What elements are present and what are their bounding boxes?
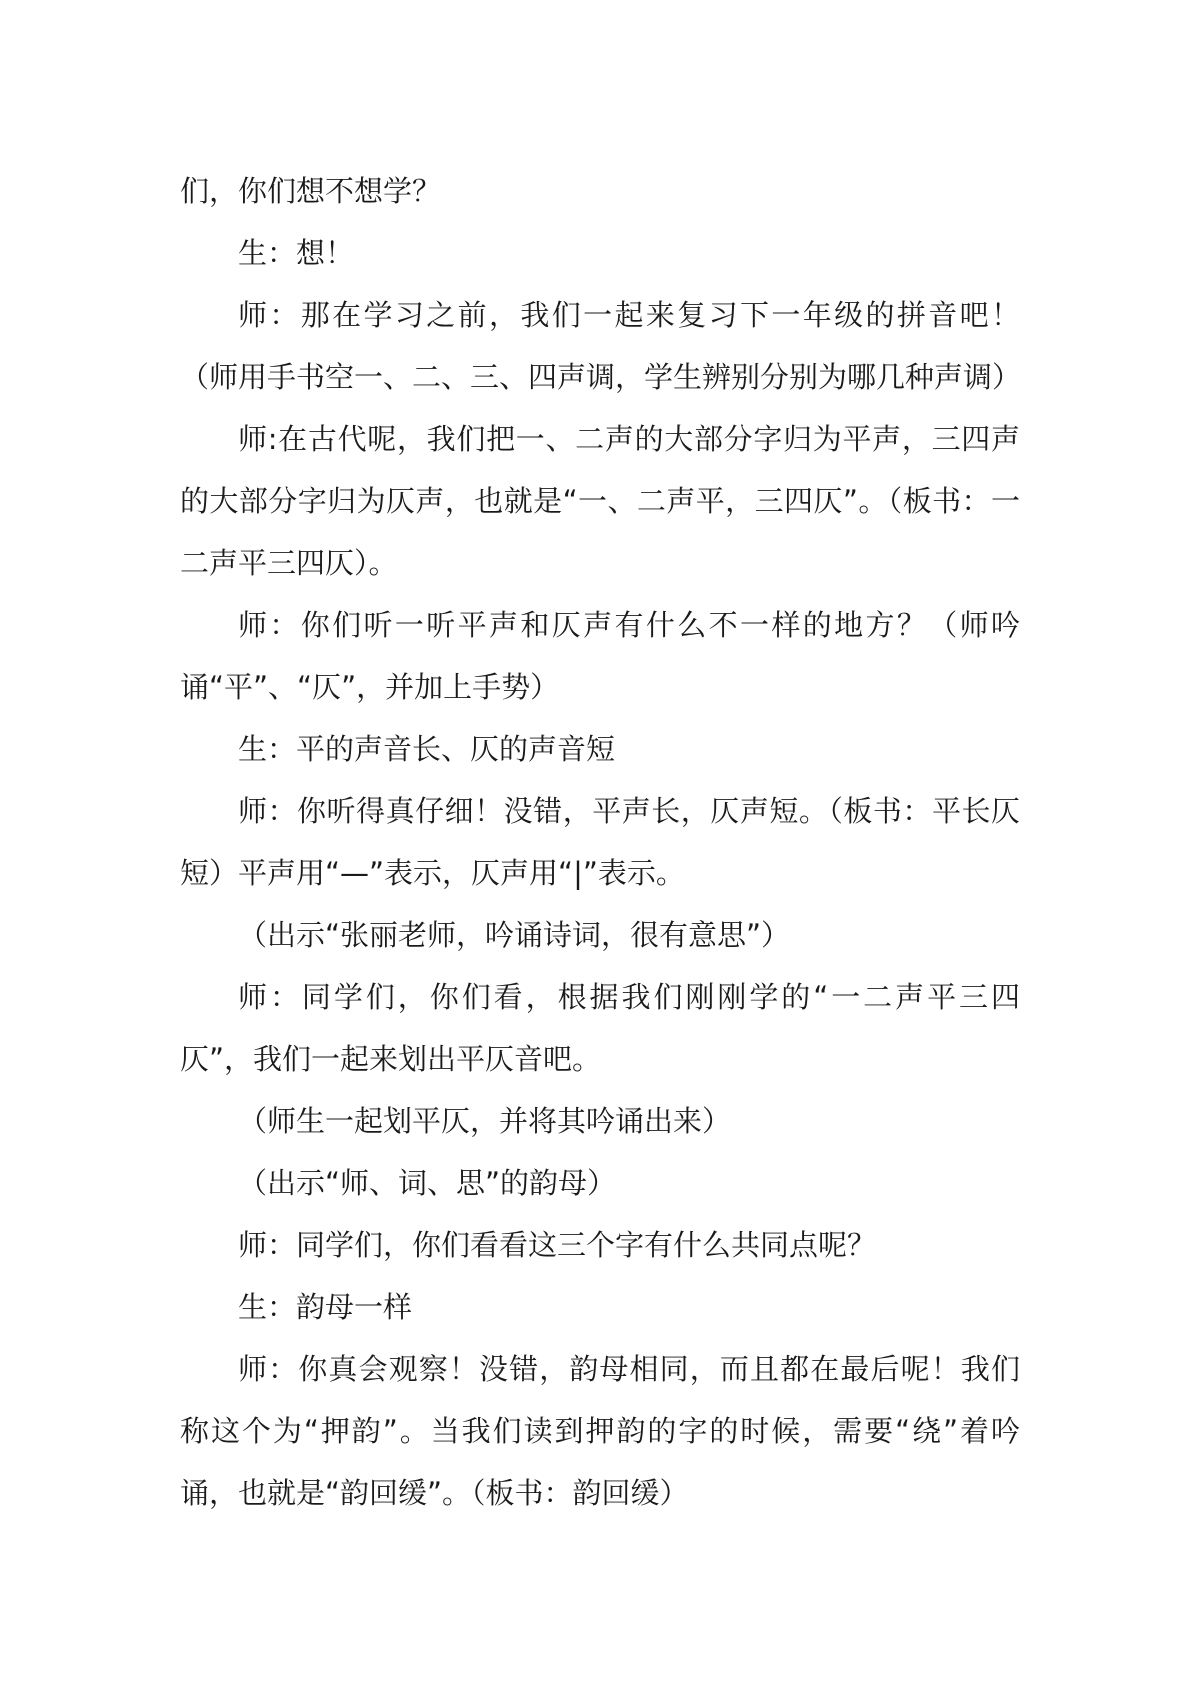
paragraph-teacher-listen: 师：你们听一听平声和仄声有什么不一样的地方？（师吟诵“平”、“仄”，并加上手势） [180, 608, 1020, 704]
paragraph-teacher-ping-ze-intro: 师:在古代呢，我们把一、二声的大部分字归为平声，三四声的大部分字归为仄声，也就是“一、二声平，三四仄”。（板书：一二声平三四仄）。 [180, 422, 1020, 580]
paragraph-student-reply-3: 生：韵母一样 [238, 1290, 413, 1324]
paragraph-teacher-mark-tones: 师：同学们，你们看，根据我们刚刚学的“一二声平三四仄”，我们一起来划出平仄音吧。 [180, 980, 1020, 1076]
paragraph-show-finals: （出示“师、词、思”的韵母） [238, 1166, 617, 1200]
paragraph-show-sentence: （出示“张丽老师，吟诵诗词，很有意思”） [238, 918, 791, 952]
paragraph-class-activity: （师生一起划平仄，并将其吟诵出来） [238, 1104, 732, 1138]
paragraph-student-reply-1: 生：想！ [238, 236, 355, 270]
paragraph-teacher-rhyme: 师：你真会观察！没错，韵母相同，而且都在最后呢！我们称这个为“押韵”。当我们读到押韵的字的时候，需要“绕”着吟诵，也就是“韵回缓”。（板书：韵回缓） [180, 1352, 1020, 1510]
document-body [180, 160, 1020, 1524]
paragraph-teacher-question: 师：同学们，你们看看这三个字有什么共同点呢？ [238, 1228, 877, 1262]
paragraph-teacher-praise-1: 师：你听得真仔细！没错，平声长，仄声短。（板书：平长仄短）平声用“—”表示，仄声用“|”表示。 [180, 794, 1020, 890]
paragraph-student-reply-2: 生：平的声音长、仄的声音短 [238, 732, 616, 766]
paragraph-teacher-review-pinyin: 师：那在学习之前，我们一起来复习下一年级的拼音吧！（师用手书空一、二、三、四声调，学生辨别分别为哪几种声调） [180, 298, 1022, 394]
paragraph-continuation: 们，你们想不想学？ [180, 174, 442, 208]
